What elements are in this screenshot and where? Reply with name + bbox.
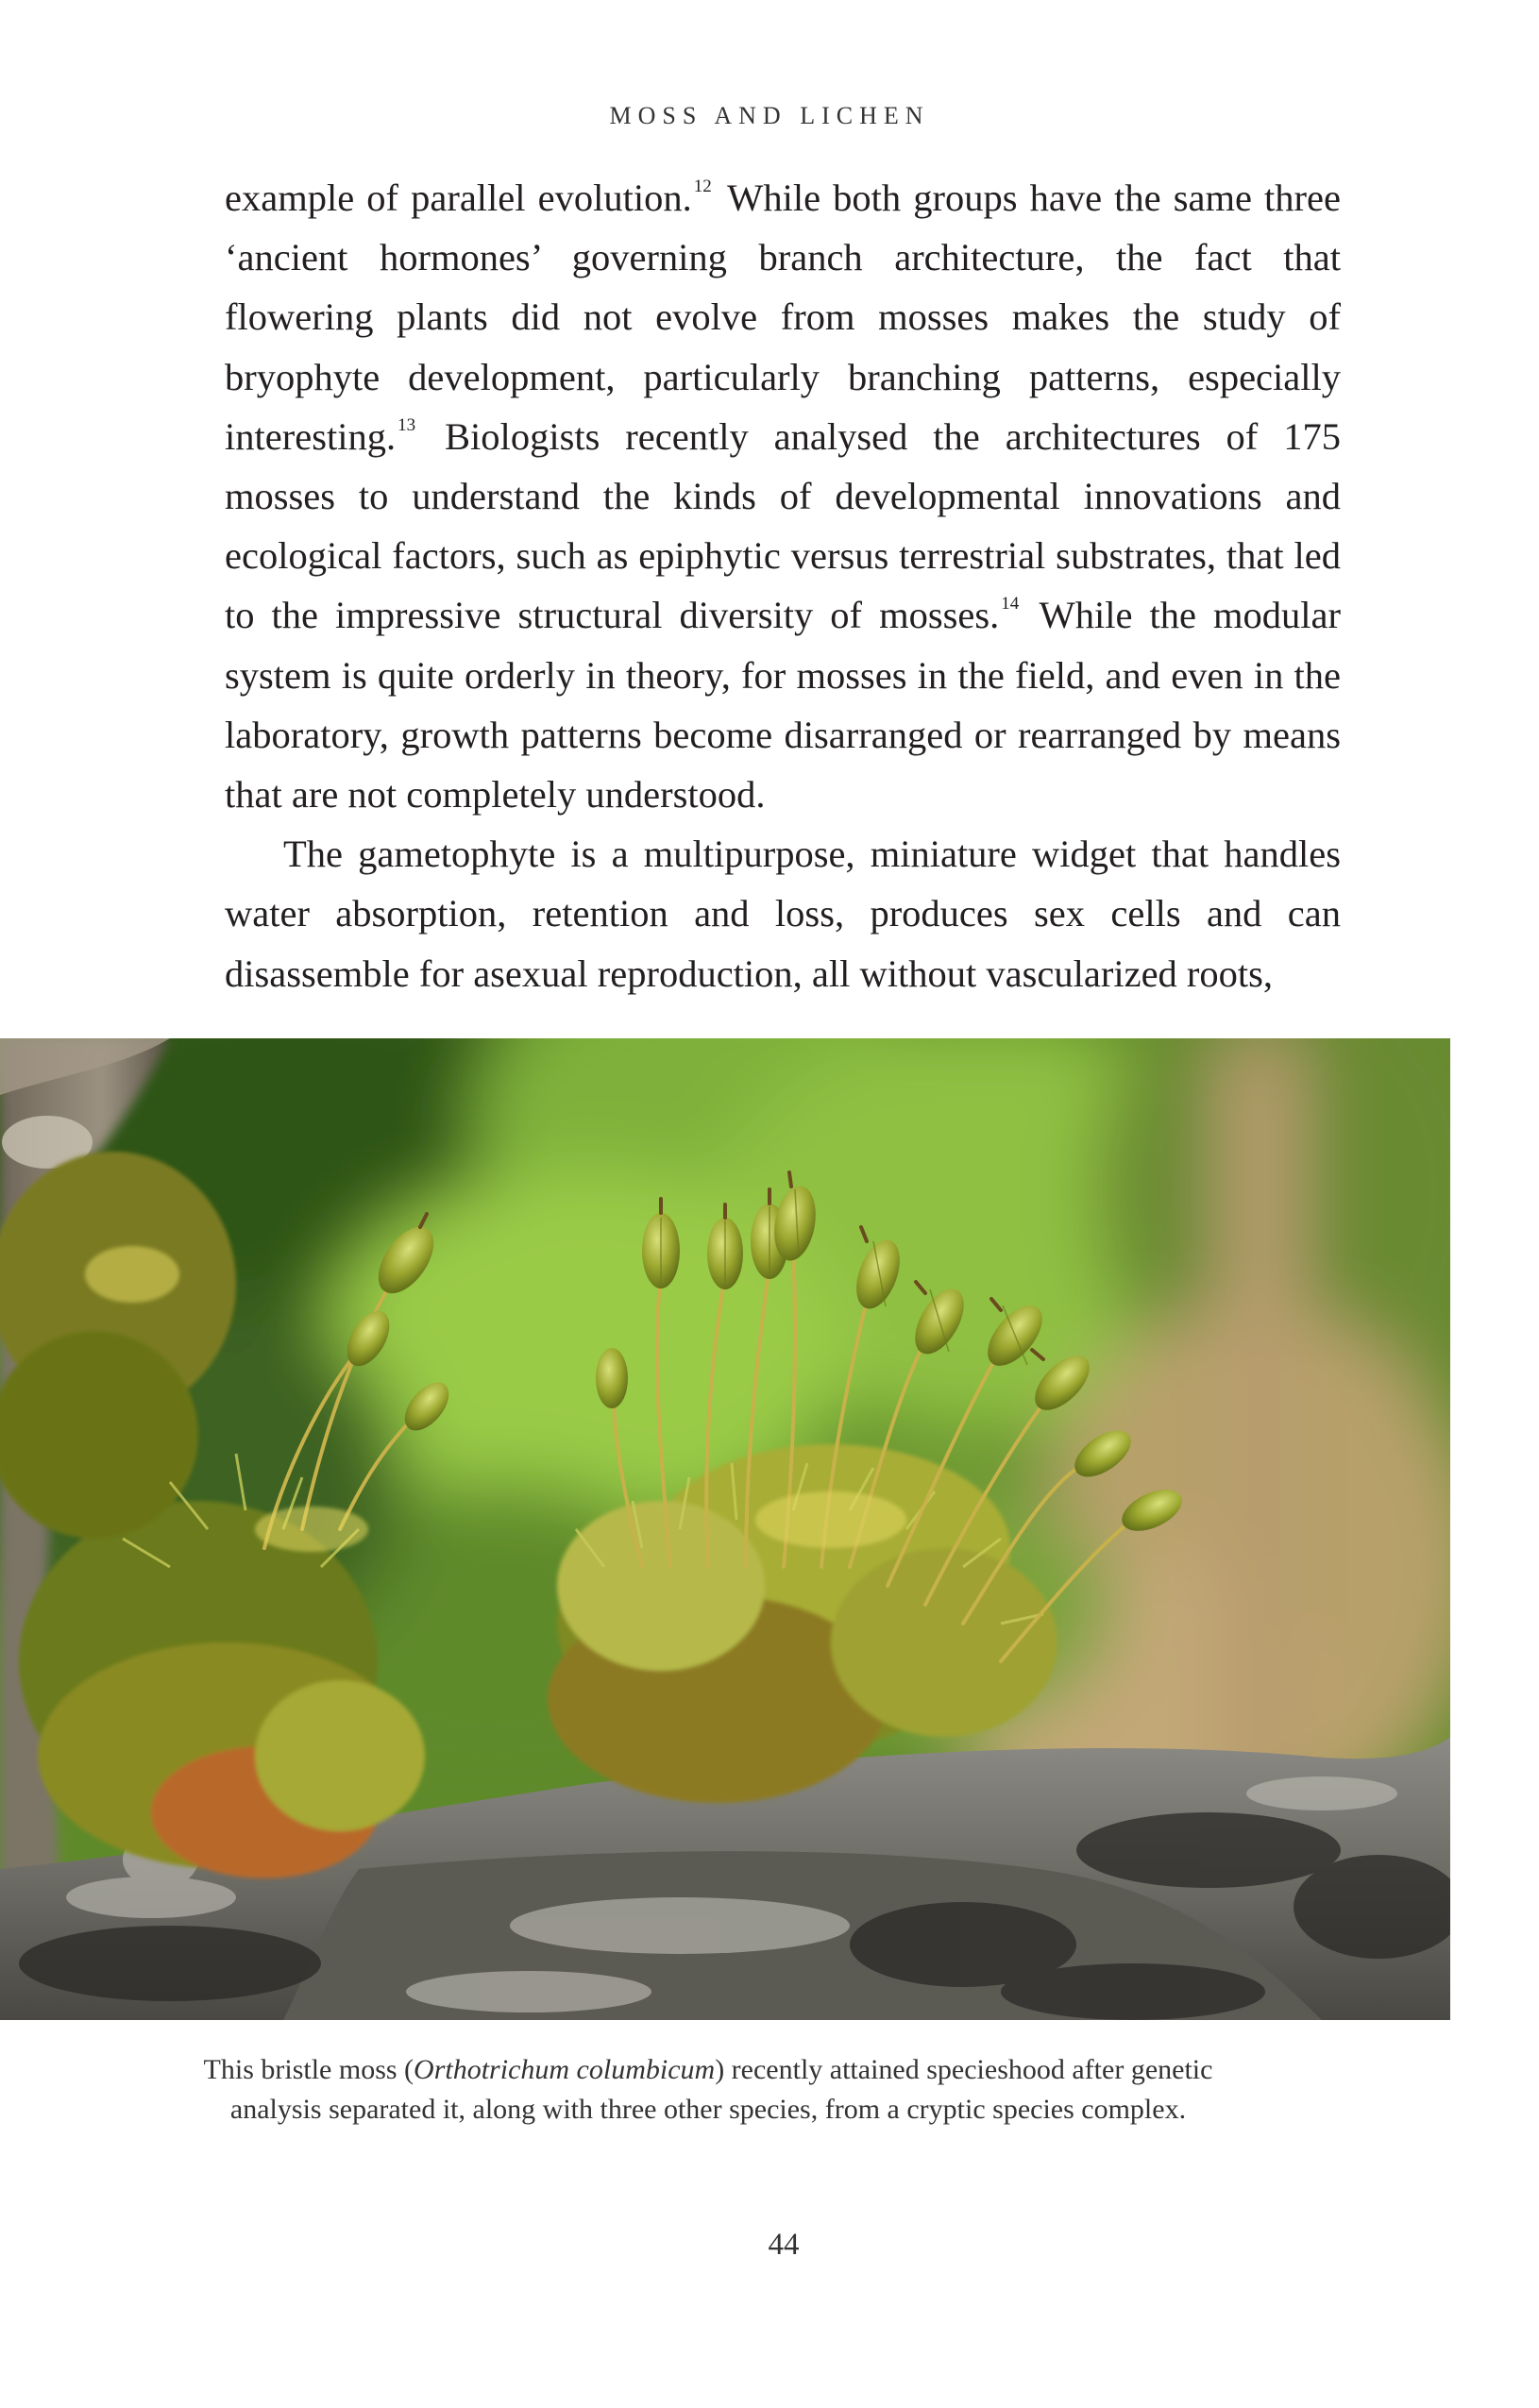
footnote-ref-12[interactable]: 12 (693, 177, 712, 196)
body-text (225, 168, 1341, 1003)
paragraph-1-part-1: example of parallel evolution. (225, 177, 692, 219)
caption-species-name: Orthotrichum columbicum (414, 2054, 716, 2085)
photo-caption (170, 2050, 1246, 2130)
running-head: MOSS AND LICHEN (609, 102, 930, 129)
paragraph-1-part-4: While the modular system is quite orderly in theory, for mosses in the field, and even in the laboratory, growth patterns become disarranged or rearranged by means that are not completely understood. (225, 594, 1341, 817)
paragraph-2: The gametophyte is a multipurpose, miniature widget that handles water absorption, retention and loss, produces sex cells and can disassemble for asexual reproduction, all without vascularized roots, (225, 833, 1341, 995)
moss-photo (0, 1038, 1450, 2020)
caption-before: This bristle moss ( (203, 2054, 414, 2085)
paragraph-1-part-3: Biologists recently analysed the architectures of 175 mosses to understand the kinds of developmental innovations and ecological factors, such as epiphytic versus terrestrial substrates, that led to the impressive structural diversity of mosses. (225, 414, 1341, 637)
paragraph-1 (225, 168, 1341, 824)
caption-after: ) recently attained specieshood after genetic analysis separated it, along with three other species, from a cryptic species complex. (229, 2054, 1213, 2125)
footnote-ref-14[interactable]: 14 (1001, 594, 1020, 615)
moss-photo-illustration (0, 1038, 1450, 2020)
page-number: 44 (768, 2228, 800, 2262)
paragraph-1-part-2: While both groups have the same three ‘ancient hormones’ governing branch architecture, the fact that flowering plants did not evolve from mosses makes the study of bryophyte development, particularly branching patterns, especially interesting. (225, 177, 1341, 458)
footnote-ref-13[interactable]: 13 (397, 414, 416, 435)
